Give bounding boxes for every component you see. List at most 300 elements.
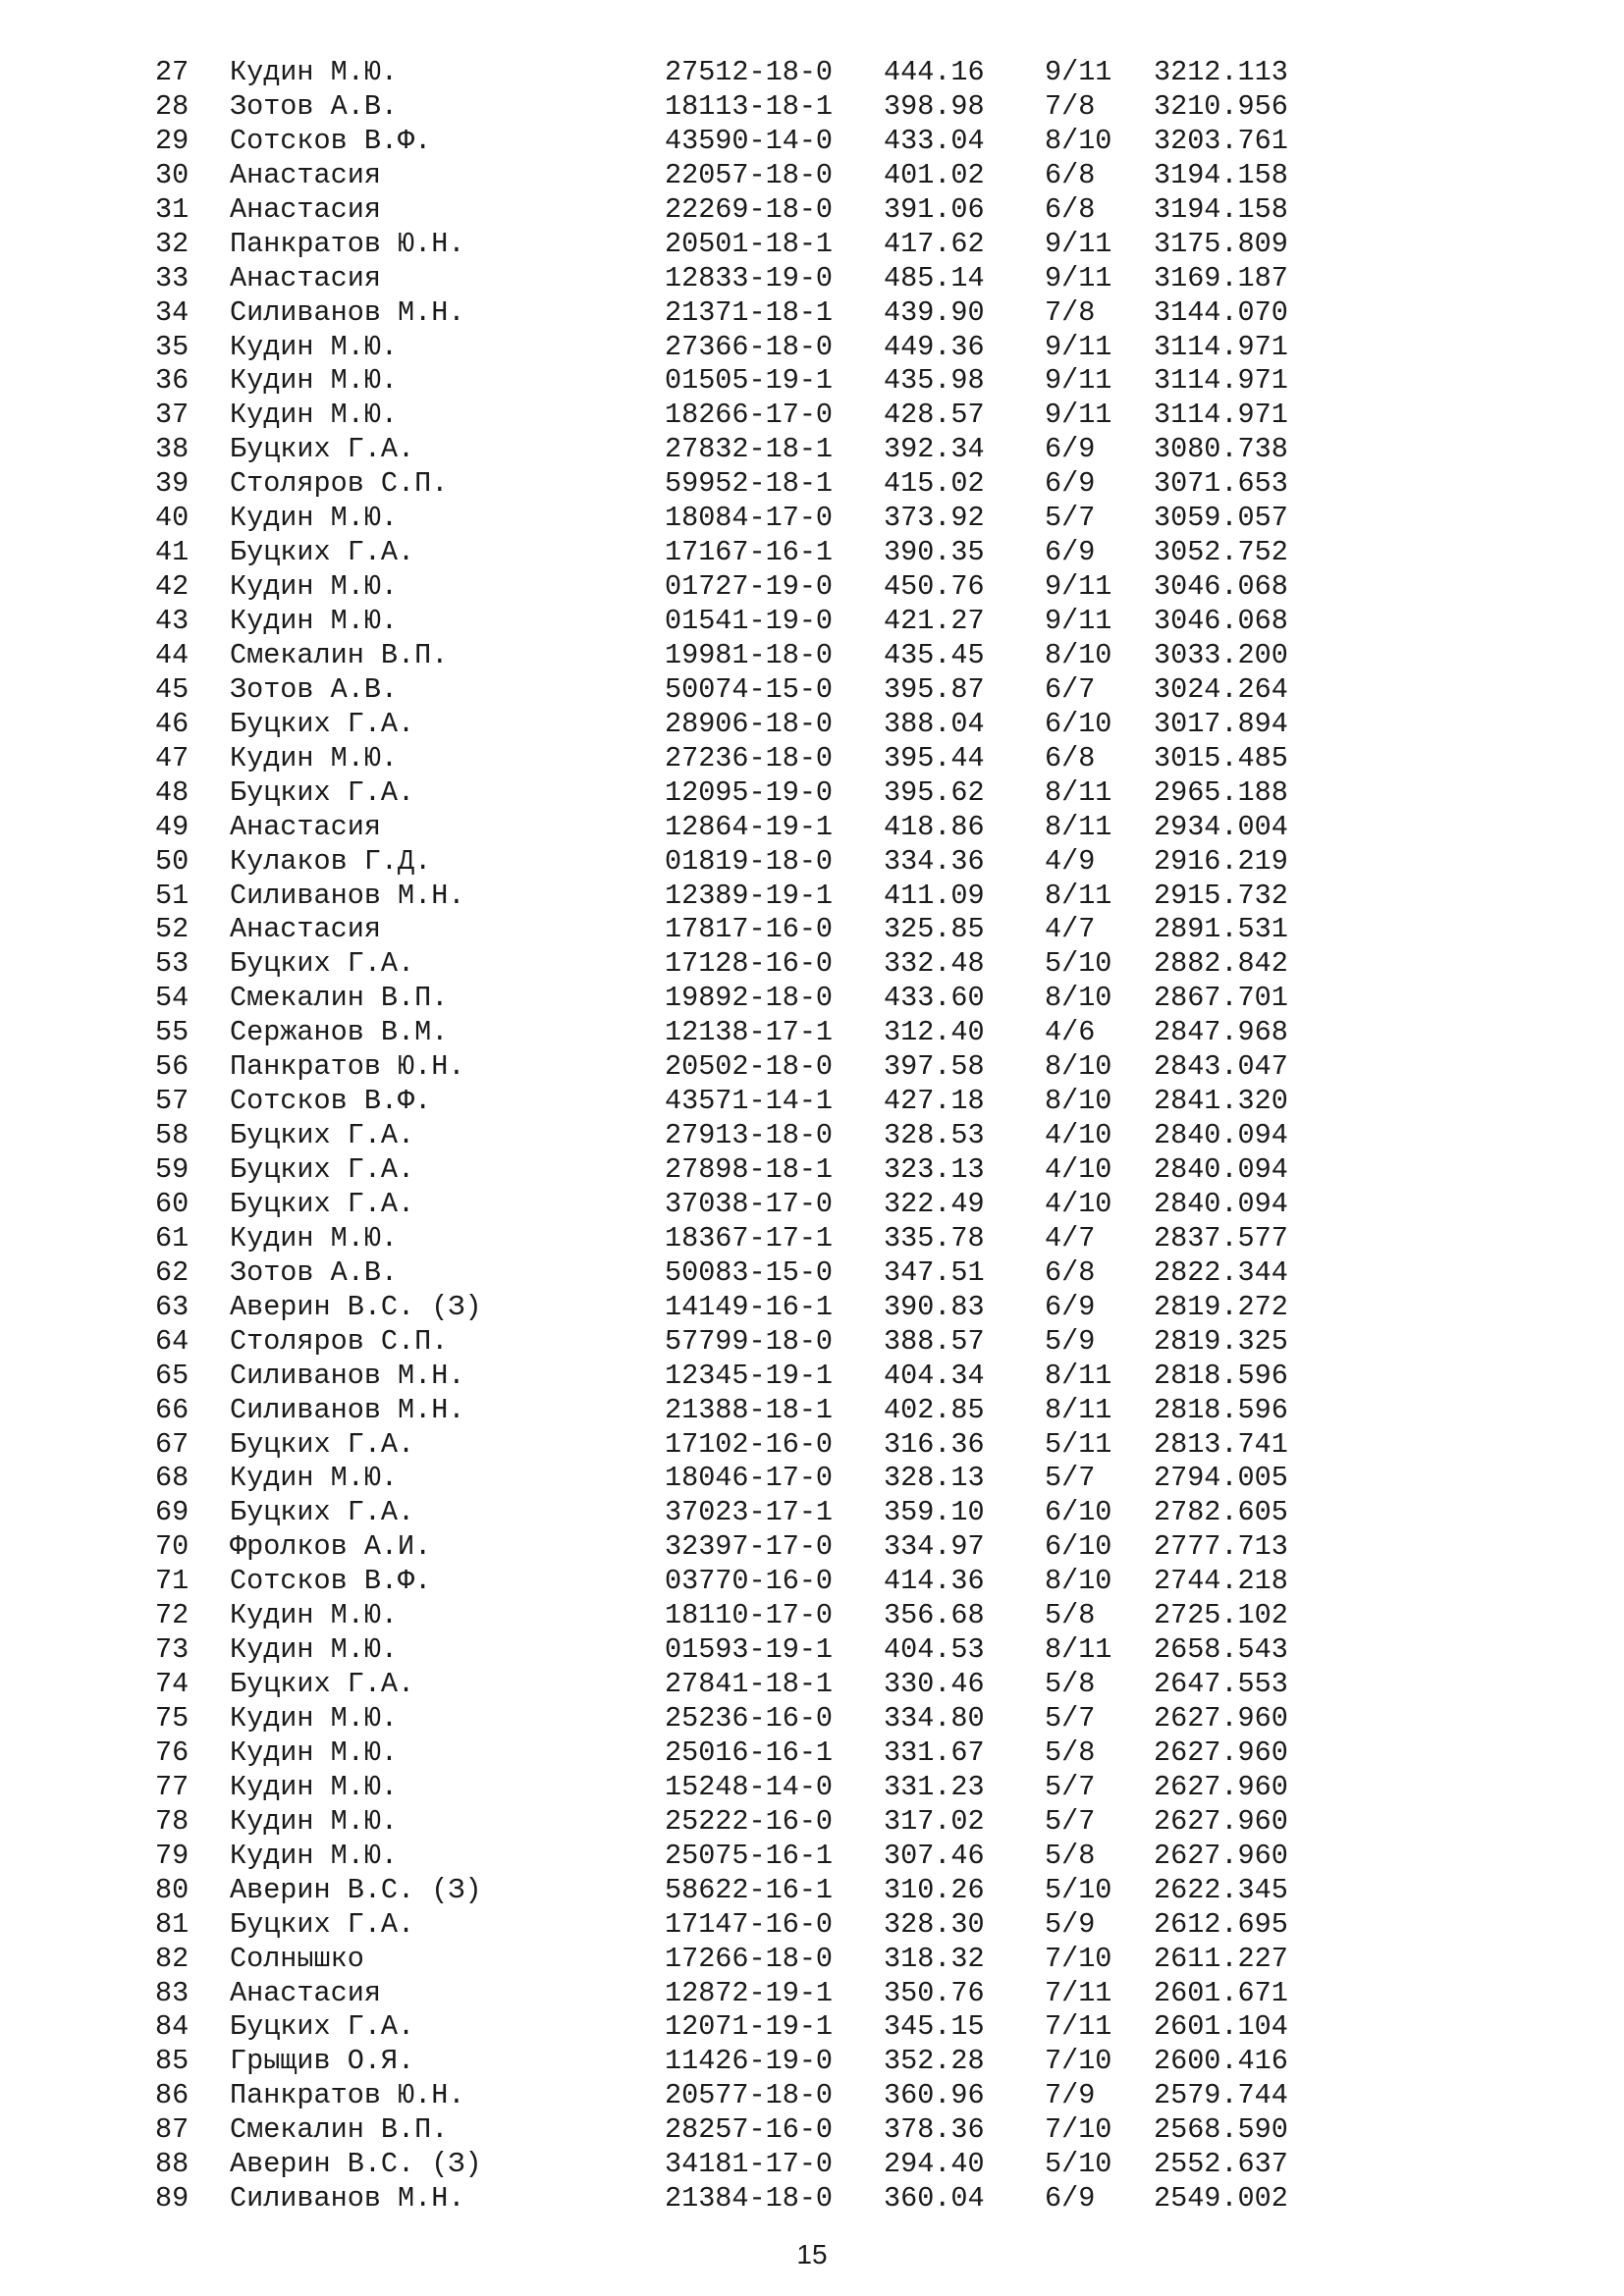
rank-number: 89 [155, 2182, 189, 2216]
fraction: 8/10 [1045, 982, 1112, 1015]
total: 2794.005 [1154, 1462, 1288, 1495]
fraction: 5/11 [1045, 1427, 1112, 1461]
participant-name: Кудин М.Ю. [230, 1804, 399, 1838]
score: 350.76 [884, 1976, 985, 2009]
score: 417.62 [884, 227, 985, 260]
total: 2882.842 [1154, 947, 1288, 981]
fraction: 4/7 [1045, 913, 1096, 946]
record-id: 12095-19-0 [665, 775, 834, 809]
score: 415.02 [884, 467, 985, 501]
total: 3033.200 [1154, 638, 1288, 671]
total: 2622.345 [1154, 1873, 1288, 1906]
fraction: 7/9 [1045, 2079, 1096, 2112]
score: 323.13 [884, 1153, 985, 1186]
table-row [155, 1668, 1311, 1702]
total: 3024.264 [1154, 672, 1288, 706]
score: 421.27 [884, 605, 985, 637]
rank-number: 43 [155, 605, 189, 637]
score: 433.04 [884, 124, 985, 157]
table-row [155, 1222, 1311, 1256]
participant-name: Буцких Г.А. [230, 1153, 415, 1186]
score: 395.87 [884, 672, 985, 706]
table-row [155, 1394, 1311, 1428]
participant-name: Буцких Г.А. [230, 536, 415, 569]
fraction: 5/8 [1045, 1668, 1096, 1701]
score: 402.85 [884, 1393, 985, 1426]
score: 334.97 [884, 1530, 985, 1564]
fraction: 4/10 [1045, 1187, 1112, 1220]
record-id: 34181-17-0 [665, 2148, 834, 2181]
fraction: 5/8 [1045, 1735, 1096, 1769]
rank-number: 42 [155, 570, 189, 604]
score: 404.34 [884, 1359, 985, 1392]
score: 312.40 [884, 1016, 985, 1049]
fraction: 6/10 [1045, 707, 1112, 740]
rank-number: 50 [155, 844, 189, 878]
table-row [155, 845, 1311, 880]
score: 317.02 [884, 1804, 985, 1838]
table-row [155, 947, 1311, 982]
total: 3144.070 [1154, 295, 1288, 329]
rank-number: 35 [155, 330, 189, 363]
participant-name: Фролков А.И. [230, 1530, 432, 1564]
rank-number: 67 [155, 1427, 189, 1461]
table-row [155, 2113, 1311, 2148]
record-id: 17266-18-0 [665, 1942, 834, 1975]
table-row [155, 228, 1311, 262]
total: 3114.971 [1154, 330, 1288, 363]
participant-name: Анастасия [230, 261, 381, 294]
table-row [155, 331, 1311, 365]
total: 3203.761 [1154, 124, 1288, 157]
table-row [155, 433, 1311, 467]
record-id: 27236-18-0 [665, 741, 834, 774]
table-row [155, 2010, 1311, 2045]
participant-name: Буцких Г.А. [230, 433, 415, 466]
total: 2843.047 [1154, 1050, 1288, 1084]
fraction: 5/7 [1045, 1804, 1096, 1838]
fraction: 7/11 [1045, 2010, 1112, 2044]
total: 2822.344 [1154, 1255, 1288, 1289]
rank-number: 86 [155, 2079, 189, 2112]
fraction: 5/7 [1045, 502, 1096, 535]
rank-number: 69 [155, 1496, 189, 1529]
fraction: 7/11 [1045, 1976, 1112, 2009]
score: 328.30 [884, 1907, 985, 1941]
participant-name: Кудин М.Ю. [230, 1599, 399, 1632]
record-id: 22269-18-0 [665, 192, 834, 226]
score: 347.51 [884, 1255, 985, 1289]
rank-number: 28 [155, 89, 189, 123]
participant-name: Зотов А.В. [230, 89, 399, 123]
fraction: 5/8 [1045, 1599, 1096, 1632]
record-id: 20502-18-0 [665, 1050, 834, 1084]
score: 395.44 [884, 741, 985, 774]
table-row [155, 1325, 1311, 1360]
rank-number: 34 [155, 295, 189, 329]
table-row [155, 1256, 1311, 1291]
rank-number: 85 [155, 2045, 189, 2078]
record-id: 27366-18-0 [665, 330, 834, 363]
participant-name: Кудин М.Ю. [230, 364, 399, 398]
fraction: 7/10 [1045, 2113, 1112, 2147]
record-id: 01593-19-1 [665, 1633, 834, 1667]
participant-name: Столяров С.П. [230, 1324, 449, 1358]
participant-name: Аверин В.С. (З) [230, 2148, 482, 2181]
total: 2841.320 [1154, 1085, 1288, 1118]
record-id: 20577-18-0 [665, 2079, 834, 2112]
fraction: 7/8 [1045, 89, 1096, 123]
fraction: 6/9 [1045, 2182, 1096, 2216]
score: 330.46 [884, 1668, 985, 1701]
record-id: 17128-16-0 [665, 947, 834, 981]
total: 3052.752 [1154, 536, 1288, 569]
record-id: 01727-19-0 [665, 570, 834, 604]
total: 2725.102 [1154, 1599, 1288, 1632]
total: 3169.187 [1154, 261, 1288, 294]
participant-name: Анастасия [230, 810, 381, 843]
table-row [155, 262, 1311, 296]
record-id: 27841-18-1 [665, 1668, 834, 1701]
total: 2867.701 [1154, 982, 1288, 1015]
total: 2627.960 [1154, 1735, 1288, 1769]
fraction: 9/11 [1045, 364, 1112, 398]
table-row [155, 1153, 1311, 1188]
score: 398.98 [884, 89, 985, 123]
fraction: 8/10 [1045, 124, 1112, 157]
record-id: 12138-17-1 [665, 1016, 834, 1049]
record-id: 25075-16-1 [665, 1839, 834, 1872]
score: 397.58 [884, 1050, 985, 1084]
fraction: 5/8 [1045, 1839, 1096, 1872]
participant-name: Сотсков В.Ф. [230, 1085, 432, 1118]
record-id: 27898-18-1 [665, 1153, 834, 1186]
record-id: 19981-18-0 [665, 638, 834, 671]
total: 2600.416 [1154, 2045, 1288, 2078]
total: 3015.485 [1154, 741, 1288, 774]
rank-number: 83 [155, 1976, 189, 2009]
ranking-table [155, 56, 1311, 2216]
total: 2552.637 [1154, 2148, 1288, 2181]
score: 401.02 [884, 158, 985, 191]
table-row [155, 1050, 1311, 1085]
total: 2612.695 [1154, 1907, 1288, 1941]
score: 485.14 [884, 261, 985, 294]
record-id: 12872-19-1 [665, 1976, 834, 2009]
participant-name: Кудин М.Ю. [230, 1702, 399, 1735]
record-id: 22057-18-0 [665, 158, 834, 191]
participant-name: Сотсков В.Ф. [230, 1565, 432, 1598]
total: 2627.960 [1154, 1702, 1288, 1735]
total: 2818.596 [1154, 1393, 1288, 1426]
participant-name: Столяров С.П. [230, 467, 449, 501]
record-id: 01819-18-0 [665, 844, 834, 878]
fraction: 9/11 [1045, 56, 1112, 88]
record-id: 18046-17-0 [665, 1462, 834, 1495]
rank-number: 37 [155, 399, 189, 432]
fraction: 9/11 [1045, 261, 1112, 294]
table-row [155, 880, 1311, 914]
rank-number: 51 [155, 879, 189, 912]
record-id: 28257-16-0 [665, 2113, 834, 2147]
score: 310.26 [884, 1873, 985, 1906]
table-row [155, 467, 1311, 502]
rank-number: 61 [155, 1221, 189, 1255]
fraction: 6/9 [1045, 1290, 1096, 1323]
total: 3175.809 [1154, 227, 1288, 260]
participant-name: Буцких Г.А. [230, 1427, 415, 1461]
record-id: 11426-19-0 [665, 2045, 834, 2078]
record-id: 37038-17-0 [665, 1187, 834, 1220]
record-id: 50074-15-0 [665, 672, 834, 706]
fraction: 6/8 [1045, 192, 1096, 226]
participant-name: Кудин М.Ю. [230, 570, 399, 604]
record-id: 17102-16-0 [665, 1427, 834, 1461]
rank-number: 84 [155, 2010, 189, 2044]
participant-name: Силиванов М.Н. [230, 879, 465, 912]
fraction: 7/8 [1045, 295, 1096, 329]
participant-name: Аверин В.С. (З) [230, 1290, 482, 1323]
participant-name: Зотов А.В. [230, 672, 399, 706]
participant-name: Буцких Г.А. [230, 1119, 415, 1152]
fraction: 5/9 [1045, 1324, 1096, 1358]
total: 2818.596 [1154, 1359, 1288, 1392]
table-row [155, 536, 1311, 570]
rank-number: 52 [155, 913, 189, 946]
total: 2840.094 [1154, 1187, 1288, 1220]
table-row [155, 811, 1311, 845]
table-row [155, 1565, 1311, 1599]
table-row [155, 570, 1311, 605]
record-id: 27832-18-1 [665, 433, 834, 466]
fraction: 6/10 [1045, 1530, 1112, 1564]
participant-name: Аверин В.С. (З) [230, 1873, 482, 1906]
record-id: 18110-17-0 [665, 1599, 834, 1632]
rank-number: 30 [155, 158, 189, 191]
table-row [155, 502, 1311, 536]
fraction: 8/10 [1045, 1565, 1112, 1598]
participant-name: Буцких Г.А. [230, 775, 415, 809]
table-row [155, 2079, 1311, 2113]
total: 2840.094 [1154, 1153, 1288, 1186]
rank-number: 49 [155, 810, 189, 843]
participant-name: Буцких Г.А. [230, 707, 415, 740]
participant-name: Буцких Г.А. [230, 1187, 415, 1220]
score: 450.76 [884, 570, 985, 604]
rank-number: 64 [155, 1324, 189, 1358]
fraction: 9/11 [1045, 399, 1112, 432]
score: 359.10 [884, 1496, 985, 1529]
total: 2813.741 [1154, 1427, 1288, 1461]
score: 395.62 [884, 775, 985, 809]
participant-name: Грыщив О.Я. [230, 2045, 415, 2078]
fraction: 5/7 [1045, 1702, 1096, 1735]
record-id: 12864-19-1 [665, 810, 834, 843]
participant-name: Панкратов Ю.Н. [230, 227, 465, 260]
total: 2840.094 [1154, 1119, 1288, 1152]
record-id: 27512-18-0 [665, 56, 834, 88]
record-id: 17817-16-0 [665, 913, 834, 946]
total: 3046.068 [1154, 605, 1288, 637]
total: 2627.960 [1154, 1804, 1288, 1838]
total: 2601.104 [1154, 2010, 1288, 2044]
table-row [155, 193, 1311, 228]
rank-number: 44 [155, 638, 189, 671]
rank-number: 74 [155, 1668, 189, 1701]
record-id: 21388-18-1 [665, 1393, 834, 1426]
rank-number: 73 [155, 1633, 189, 1667]
fraction: 4/9 [1045, 844, 1096, 878]
rank-number: 38 [155, 433, 189, 466]
participant-name: Кудин М.Ю. [230, 741, 399, 774]
score: 335.78 [884, 1221, 985, 1255]
score: 388.57 [884, 1324, 985, 1358]
record-id: 28906-18-0 [665, 707, 834, 740]
total: 2627.960 [1154, 1839, 1288, 1872]
table-row [155, 159, 1311, 193]
total: 3194.158 [1154, 158, 1288, 191]
rank-number: 32 [155, 227, 189, 260]
rank-number: 77 [155, 1770, 189, 1803]
total: 2568.590 [1154, 2113, 1288, 2147]
score: 322.49 [884, 1187, 985, 1220]
total: 3114.971 [1154, 364, 1288, 398]
rank-number: 27 [155, 56, 189, 88]
score: 356.68 [884, 1599, 985, 1632]
score: 378.36 [884, 2113, 985, 2147]
record-id: 50083-15-0 [665, 1255, 834, 1289]
participant-name: Кудин М.Ю. [230, 399, 399, 432]
table-row [155, 639, 1311, 673]
rank-number: 40 [155, 502, 189, 535]
fraction: 6/8 [1045, 158, 1096, 191]
fraction: 6/9 [1045, 536, 1096, 569]
table-row [155, 605, 1311, 639]
table-row [155, 1085, 1311, 1119]
score: 435.45 [884, 638, 985, 671]
participant-name: Смекалин В.П. [230, 982, 449, 1015]
rank-number: 45 [155, 672, 189, 706]
score: 325.85 [884, 913, 985, 946]
rank-number: 87 [155, 2113, 189, 2147]
fraction: 5/10 [1045, 2148, 1112, 2181]
score: 428.57 [884, 399, 985, 432]
score: 390.83 [884, 1290, 985, 1323]
fraction: 6/9 [1045, 467, 1096, 501]
rank-number: 66 [155, 1393, 189, 1426]
total: 3114.971 [1154, 399, 1288, 432]
total: 2916.219 [1154, 844, 1288, 878]
table-row [155, 673, 1311, 708]
score: 391.06 [884, 192, 985, 226]
participant-name: Анастасия [230, 913, 381, 946]
participant-name: Буцких Г.А. [230, 1668, 415, 1701]
rank-number: 78 [155, 1804, 189, 1838]
table-row [155, 982, 1311, 1016]
rank-number: 56 [155, 1050, 189, 1084]
participant-name: Кудин М.Ю. [230, 605, 399, 637]
total: 3194.158 [1154, 192, 1288, 226]
record-id: 20501-18-1 [665, 227, 834, 260]
participant-name: Силиванов М.Н. [230, 1393, 465, 1426]
rank-number: 82 [155, 1942, 189, 1975]
fraction: 8/11 [1045, 775, 1112, 809]
score: 328.13 [884, 1462, 985, 1495]
rank-number: 36 [155, 364, 189, 398]
record-id: 21371-18-1 [665, 295, 834, 329]
total: 2837.577 [1154, 1221, 1288, 1255]
fraction: 9/11 [1045, 605, 1112, 637]
score: 404.53 [884, 1633, 985, 1667]
score: 331.23 [884, 1770, 985, 1803]
rank-number: 62 [155, 1255, 189, 1289]
rank-number: 65 [155, 1359, 189, 1392]
participant-name: Буцких Г.А. [230, 1907, 415, 1941]
participant-name: Кудин М.Ю. [230, 330, 399, 363]
record-id: 18113-18-1 [665, 89, 834, 123]
table-row [155, 2182, 1311, 2216]
participant-name: Кудин М.Ю. [230, 1633, 399, 1667]
total: 3017.894 [1154, 707, 1288, 740]
fraction: 5/10 [1045, 1873, 1112, 1906]
fraction: 5/7 [1045, 1770, 1096, 1803]
fraction: 9/11 [1045, 330, 1112, 363]
rank-number: 70 [155, 1530, 189, 1564]
total: 3212.113 [1154, 56, 1288, 88]
rank-number: 41 [155, 536, 189, 569]
table-row [155, 1874, 1311, 1908]
participant-name: Панкратов Ю.Н. [230, 2079, 465, 2112]
record-id: 17167-16-1 [665, 536, 834, 569]
total: 2777.713 [1154, 1530, 1288, 1564]
fraction: 8/11 [1045, 1633, 1112, 1667]
score: 439.90 [884, 295, 985, 329]
table-row [155, 1291, 1311, 1325]
table-row [155, 1908, 1311, 1943]
table-row [155, 1771, 1311, 1805]
rank-number: 59 [155, 1153, 189, 1186]
rank-number: 57 [155, 1085, 189, 1118]
rank-number: 79 [155, 1839, 189, 1872]
participant-name: Анастасия [230, 1976, 381, 2009]
record-id: 12389-19-1 [665, 879, 834, 912]
table-row [155, 1840, 1311, 1874]
total: 2647.553 [1154, 1668, 1288, 1701]
record-id: 27913-18-0 [665, 1119, 834, 1152]
record-id: 15248-14-0 [665, 1770, 834, 1803]
score: 435.98 [884, 364, 985, 398]
score: 307.46 [884, 1839, 985, 1872]
total: 2819.272 [1154, 1290, 1288, 1323]
participant-name: Кудин М.Ю. [230, 1735, 399, 1769]
fraction: 4/7 [1045, 1221, 1096, 1255]
participant-name: Панкратов Ю.Н. [230, 1050, 465, 1084]
score: 360.96 [884, 2079, 985, 2112]
table-row [155, 56, 1311, 90]
table-row [155, 776, 1311, 811]
rank-number: 33 [155, 261, 189, 294]
record-id: 59952-18-1 [665, 467, 834, 501]
rank-number: 81 [155, 1907, 189, 1941]
participant-name: Кудин М.Ю. [230, 1770, 399, 1803]
fraction: 8/10 [1045, 1085, 1112, 1118]
table-row [155, 1736, 1311, 1771]
table-row [155, 296, 1311, 331]
table-row [155, 1977, 1311, 2011]
fraction: 8/11 [1045, 879, 1112, 912]
fraction: 5/9 [1045, 1907, 1096, 1941]
table-row [155, 1530, 1311, 1565]
